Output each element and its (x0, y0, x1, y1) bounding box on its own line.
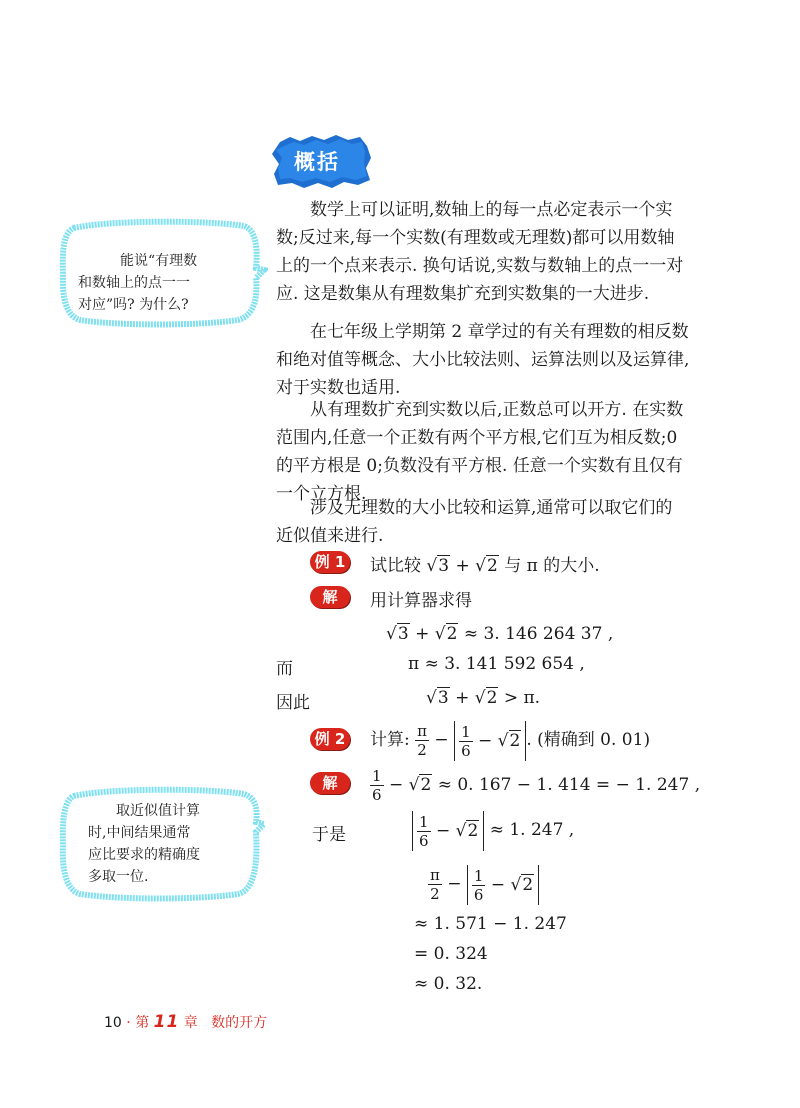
separator-dot: · (126, 1015, 131, 1031)
denominator: 2 (430, 885, 440, 903)
sqrt-symbol: √2 (510, 874, 534, 895)
text-line: 对于实数也适用. (276, 378, 401, 398)
solution-1-line-2: π ≈ 3. 141 592 654 , (408, 654, 585, 674)
minus-sign: − (434, 730, 449, 750)
minus-sign: − (490, 874, 506, 895)
solution-1-badge: 解 (310, 586, 350, 608)
text-line: 取近似值计算 (116, 803, 200, 819)
fraction (428, 866, 442, 903)
text-line: 上的一个点来表示. 换句话说,实数与数轴上的点一一对 (276, 256, 684, 276)
radicand: 2 (522, 874, 534, 895)
denominator: 6 (461, 741, 471, 760)
radicand: 2 (509, 730, 521, 751)
text-line: 应. 这是数集从有理数集扩充到实数集的一大进步. (276, 284, 650, 304)
radicand: 2 (486, 688, 498, 708)
approx-value: ≈ 0. 167 − 1. 414 = − 1. 247 , (437, 775, 701, 795)
approx-value: ≈ 3. 146 264 37 , (463, 624, 614, 644)
solution-2-label-so: 于是 (312, 825, 346, 845)
solution-1-line-1 (386, 624, 613, 644)
plus-sign: + (415, 624, 430, 644)
minus-sign: − (388, 775, 404, 795)
radicand: 2 (420, 775, 432, 795)
numerator: 1 (473, 866, 484, 885)
statement-prefix: 试比较 (370, 556, 421, 576)
example-2-statement (370, 718, 650, 762)
approx-value: ≈ 1. 247 , (489, 820, 575, 840)
text-line: 在七年级上学期第 2 章学过的有关有理数的相反数 (310, 322, 689, 342)
numerator: π (417, 722, 427, 740)
numerator: 1 (419, 812, 429, 831)
solution-2-line-2 (412, 808, 574, 852)
text-line: 从有理数扩充到实数以后,正数总可以开方. 在实数 (310, 400, 684, 420)
text-line: 和数轴上的点一一 (78, 275, 190, 291)
sqrt-symbol: √2 (434, 624, 458, 644)
absolute-value (412, 811, 484, 851)
fraction (459, 723, 473, 760)
sqrt-symbol: √2 (475, 556, 498, 576)
paragraph-1 (276, 196, 696, 308)
numerator: 1 (461, 722, 471, 741)
sqrt-symbol: √2 (408, 775, 432, 795)
solution-1-intro: 用计算器求得 (370, 591, 472, 611)
paragraph-2 (276, 318, 696, 402)
text-line: 近似值来进行. (276, 526, 384, 546)
sqrt-symbol: √3 (426, 556, 450, 576)
solution-2-badge: 解 (310, 772, 350, 794)
chapter-number: 11 (153, 1012, 180, 1032)
text-line: 对应”吗? 为什么? (78, 297, 189, 313)
radicand: 3 (437, 688, 449, 708)
statement-suffix: 与 π 的大小. (504, 556, 600, 576)
comparison: > π. (503, 688, 541, 708)
denominator: 2 (417, 741, 427, 759)
example-1-badge: 例 1 (310, 551, 350, 573)
sqrt-symbol: √2 (474, 688, 498, 708)
solution-2-step-1: ≈ 1. 571 − 1. 247 (414, 914, 567, 934)
minus-sign: − (447, 874, 462, 894)
sqrt-symbol: √2 (497, 730, 521, 751)
page-number: 10 (104, 1015, 122, 1031)
statement-prefix: 计算: (370, 730, 410, 750)
sqrt-symbol: √2 (455, 820, 479, 841)
radicand: 3 (438, 556, 450, 576)
paragraph-4 (276, 494, 696, 550)
plus-sign: + (455, 556, 470, 576)
text-line: 能说“有理数 (120, 253, 198, 269)
sqrt-symbol: √3 (386, 624, 409, 644)
chapter-title: 数的开方 (211, 1015, 268, 1031)
solution-2-expression (428, 862, 539, 906)
radicand: 2 (467, 820, 479, 841)
radicand: 2 (486, 556, 498, 576)
solution-1-label-er: 而 (276, 659, 293, 679)
solution-2-step-2: = 0. 324 (414, 944, 488, 964)
text-line: 数;反过来,每一个实数(有理数或无理数)都可以用数轴 (276, 228, 675, 248)
text-line: 多取一位. (88, 869, 149, 885)
text-line: 数学上可以证明,数轴上的每一点必定表示一个实 (310, 200, 673, 220)
solution-2-line-1 (370, 763, 700, 807)
text-line: 和绝对值等概念、大小比较法则、运算法则以及运算律, (276, 350, 690, 370)
text-line: 应比要求的精确度 (88, 847, 200, 863)
text-line: 时,中间结果通常 (88, 825, 191, 841)
text-line: 涉及无理数的大小比较和运算,通常可以取它们的 (310, 498, 673, 518)
denominator: 6 (419, 831, 429, 850)
minus-sign: − (478, 730, 493, 751)
paragraph-3 (276, 396, 696, 508)
sqrt-symbol: √3 (426, 688, 449, 708)
example-1-statement (370, 551, 600, 576)
bubble-1-text (78, 250, 197, 316)
minus-sign: − (435, 820, 451, 841)
absolute-value (454, 721, 526, 761)
fraction (370, 767, 384, 804)
example-2-badge: 例 2 (310, 728, 350, 750)
fraction (417, 813, 431, 850)
page-footer (104, 1012, 267, 1032)
section-title: 概括 (294, 150, 340, 174)
denominator: 6 (372, 786, 382, 804)
denominator: 6 (473, 885, 484, 904)
solution-1-label-therefore: 因此 (276, 693, 310, 713)
text-line: 的平方根是 0;负数没有平方根. 任意一个实数有且仅有 (276, 456, 683, 476)
chapter-suffix: 章 (183, 1015, 198, 1031)
bubble-2-text (88, 800, 200, 888)
absolute-value (467, 865, 539, 905)
chapter-prefix: 第 (135, 1015, 150, 1031)
solution-1-line-3 (426, 688, 540, 708)
plus-sign: + (455, 688, 470, 708)
fraction (415, 722, 429, 759)
text-line: 范围内,任意一个正数有两个平方根,它们互为相反数;0 (276, 428, 678, 448)
radicand: 2 (446, 624, 458, 644)
precision-note: . (精确到 0. 01) (526, 730, 651, 750)
fraction (472, 867, 486, 904)
text-line: 一个立方根. (276, 484, 367, 504)
numerator: π (430, 866, 440, 884)
radicand: 3 (397, 624, 409, 644)
solution-2-step-3: ≈ 0. 32. (414, 974, 483, 994)
numerator: 1 (372, 767, 382, 785)
